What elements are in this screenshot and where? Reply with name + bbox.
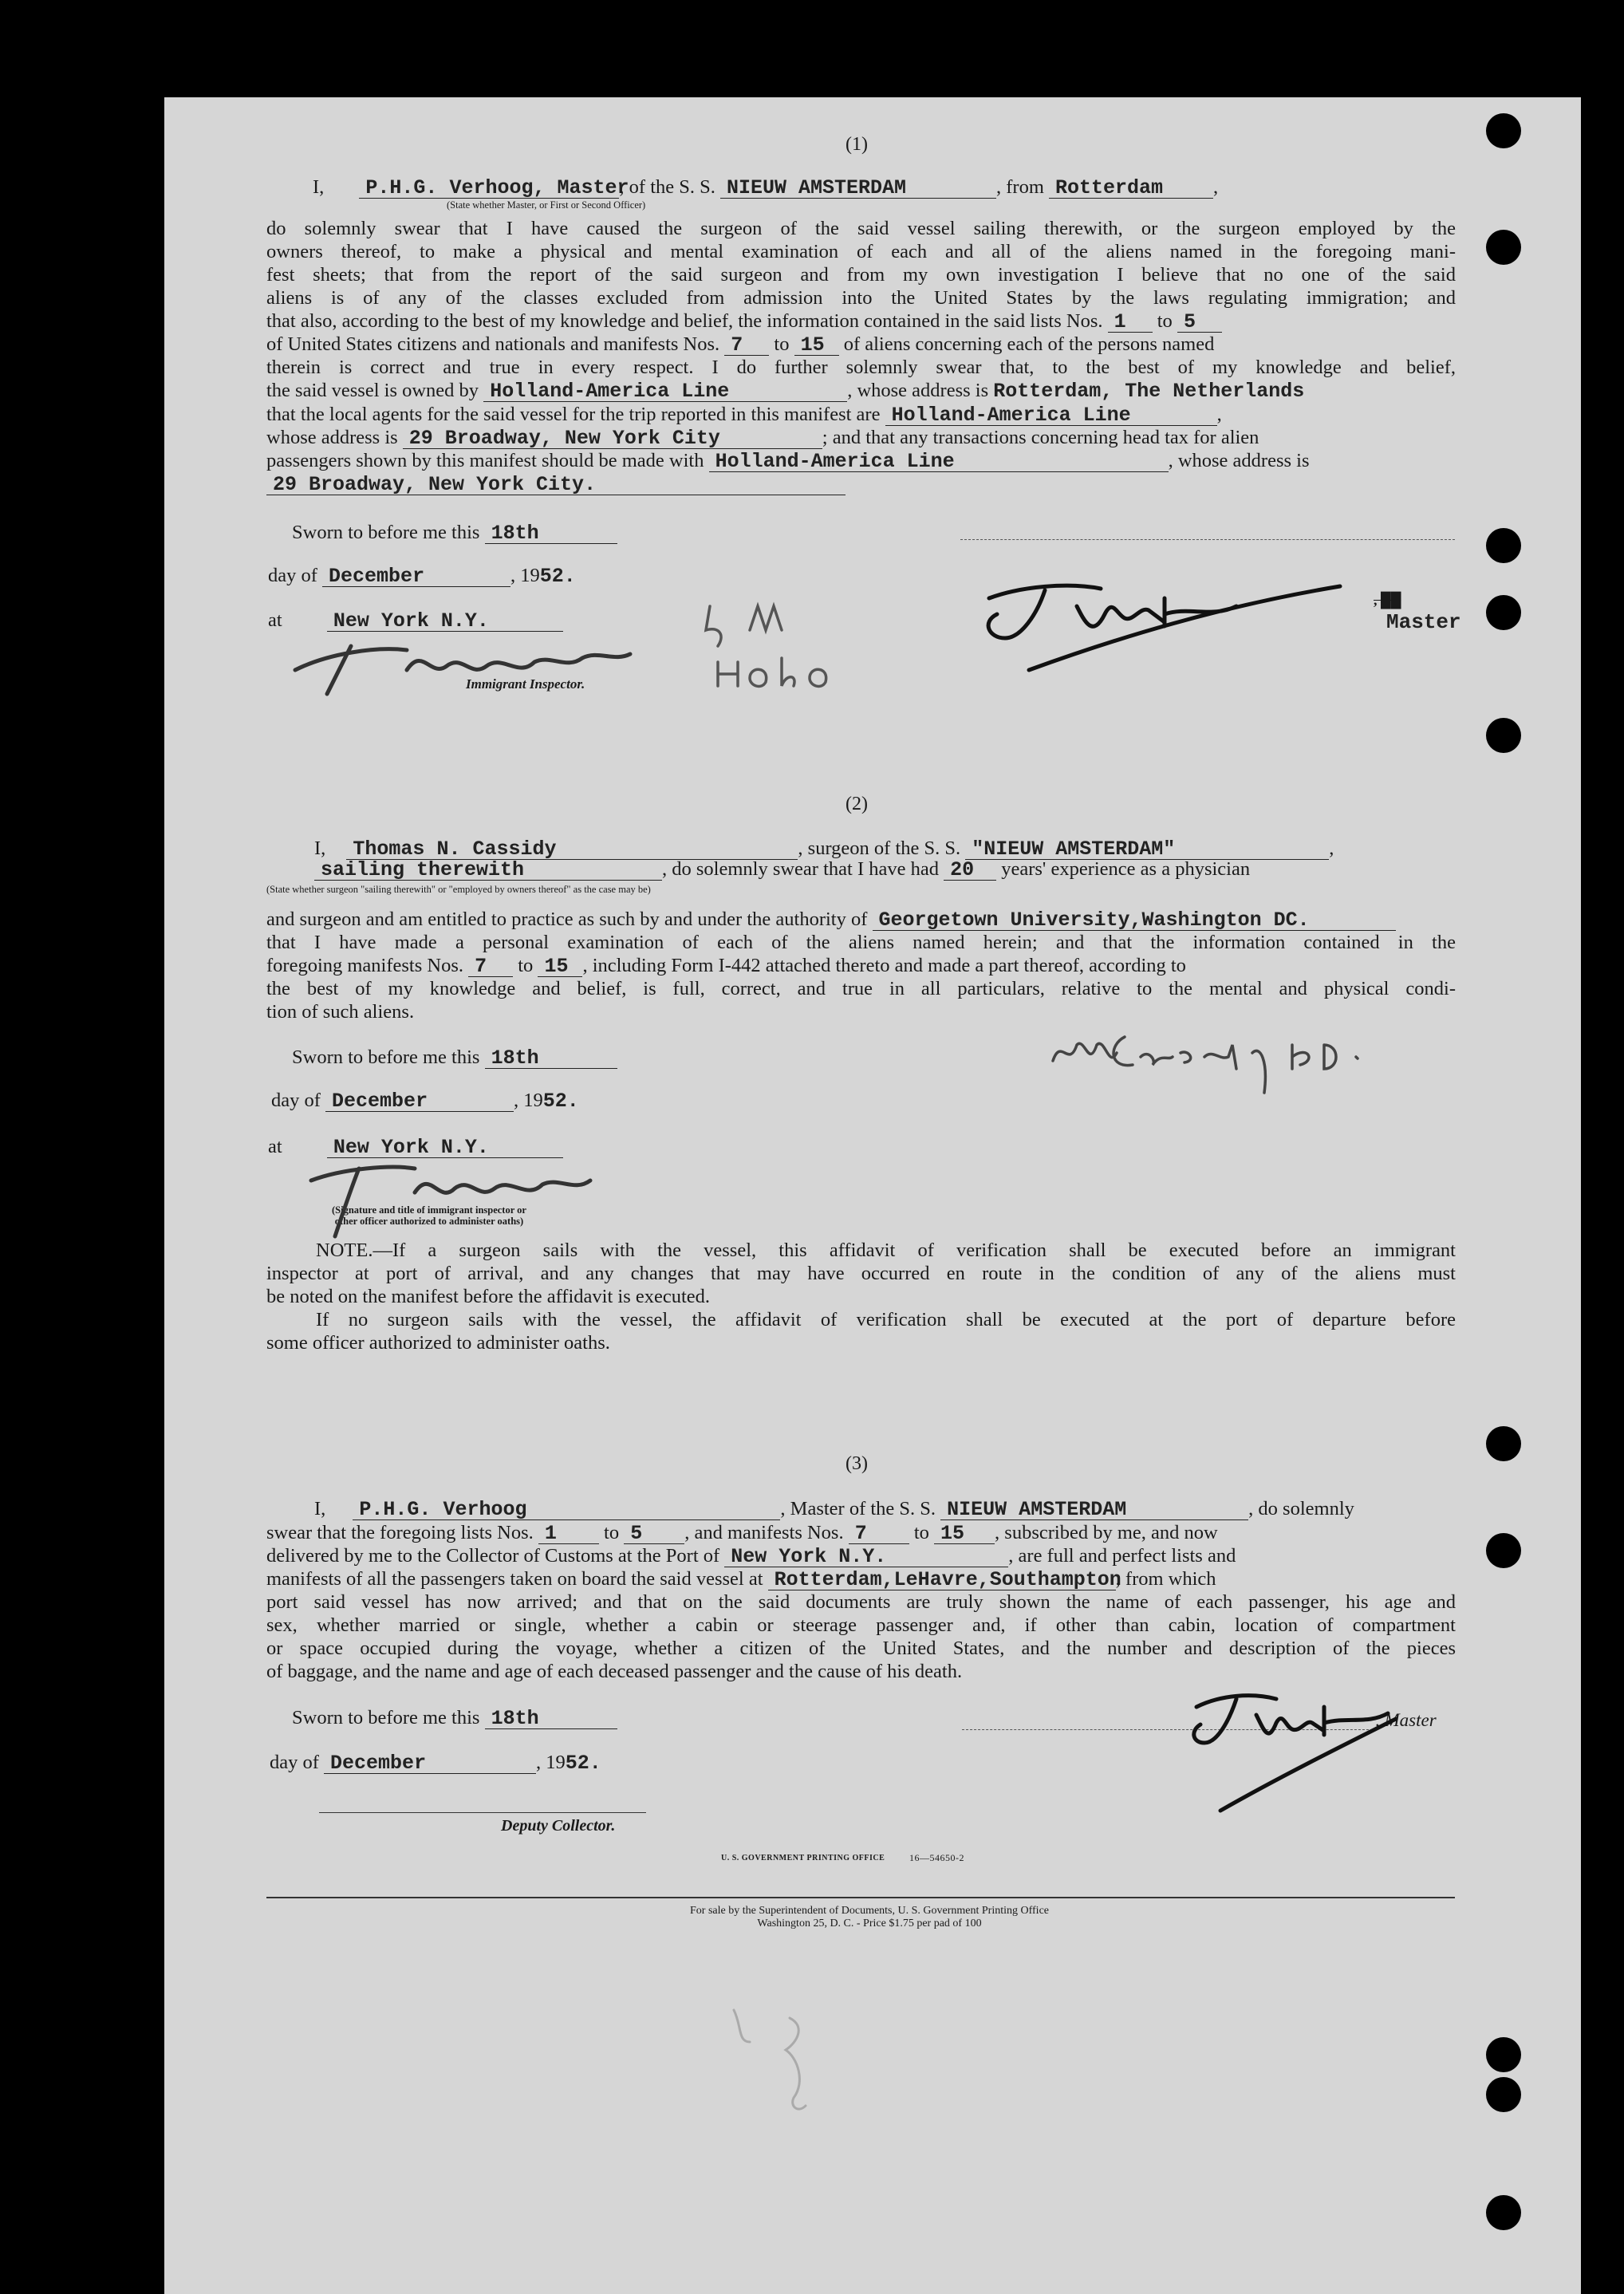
section-1-line-1: I, P.H.G. Verhoog, Master, of the S. S. NIEUW AMSTERDAM , from Rotterdam , bbox=[313, 176, 1219, 199]
master-signature bbox=[957, 550, 1404, 686]
inspector-signature bbox=[279, 622, 654, 702]
section-1-heading: (1) bbox=[846, 134, 868, 155]
section-3-date: day of December , 1952. bbox=[270, 1752, 601, 1775]
surgeon-name-field: Thomas N. Cassidy bbox=[346, 840, 798, 860]
section-2-inspector-signature bbox=[295, 1149, 630, 1244]
section-2-sworn: Sworn to before me this 18th bbox=[292, 1046, 617, 1069]
section-3-sworn: Sworn to before me this 18th bbox=[292, 1707, 617, 1729]
section-3-body: swear that the foregoing lists Nos. 1 to 5 , and manifests Nos. 7 to 15 , subscribed by me, and now delivered by me to the Collector of Customs at the Port of New York N.Y. , are full and perfect lists and manifests of all the passengers taken on board the said vessel at Rotterdam,LeHavre,Southampton, from which port said vessel has now arrived; and that on the said documents are truly shown the name of each passenger, his age and sex, whether married or single, whether a cabin or steerage passenger and, if other than cabin, location of compartment or space occupied during the voyage, whether a citizen of the United States, and the number and description of the pieces of baggage, and the name and age of each deceased passenger and the cause of his death. bbox=[266, 1522, 1456, 1682]
section-1-body: do solemnly swear that I have caused the surgeon of the said vessel sailing therewith, or the surgeon employed by the owners thereof, to make a physical and mental examination of each and all of the aliens named in the foregoing mani- fest sheets; that from the report of the said surgeon and from my own investigation I believe that no one of the said aliens is of any of the classes excluded from admission into the United States by the laws regulating immigration; and that also, according to the best of my knowledge and belief, the information contained in the said lists Nos. 1 to 5 of United States citizens and nationals and manifests Nos. 7 to 15 of aliens concerning each of the persons named therein is correct and true in every respect. I do further solemnly swear that, to the best of my knowledge and belief, the said vessel is owned by Holland-America Line , whose address is Rotterdam, The Netherlands that the local agents for the said vessel for the trip reported in this manifest are Holland-America Line , whose address is 29 Broadway, New York City ; and that any transactions concerning head tax for alien passengers shown by this manifest should be made with Holland-America Line , whose address is 29 Broadway, New York City. bbox=[266, 218, 1456, 496]
punch-hole bbox=[1486, 2077, 1521, 2112]
section-1-place: at New York N.Y. bbox=[268, 609, 563, 632]
section-2-line-1: I, Thomas N. Cassidy , surgeon of the S. S. "NIEUW AMSTERDAM" , bbox=[314, 838, 1334, 861]
section-3-master-label: , Master bbox=[1375, 1710, 1437, 1730]
signature-label: (Signature and title of immigrant inspector or other officer authorized to administer oaths) bbox=[332, 1204, 526, 1227]
port-from-field: Rotterdam bbox=[1049, 179, 1213, 199]
section-2-note: NOTE.—If a surgeon sails with the vessel, this affidavit of verification shall be executed before an immigrant inspector at port of arrival, and any changes that may have occurred en route in the condition of any of the aliens must be noted on the manifest before the affidavit is executed. If no surgeon sails with the vessel, the affidavit of verification shall be executed at the port of departure before some officer authorized to administer oaths. bbox=[266, 1240, 1456, 1354]
section-2-heading: (2) bbox=[846, 794, 868, 814]
section-3-vessel-field: NIEUW AMSTERDAM bbox=[940, 1500, 1248, 1520]
punch-hole bbox=[1486, 528, 1521, 563]
surgeon-signature bbox=[1037, 1013, 1484, 1101]
vessel-field: NIEUW AMSTERDAM bbox=[720, 179, 996, 199]
punch-hole bbox=[1486, 595, 1521, 630]
punch-hole bbox=[1486, 2195, 1521, 2230]
section-2-place: at New York N.Y. bbox=[268, 1136, 563, 1158]
section-2-vessel-field: "NIEUW AMSTERDAM" bbox=[965, 840, 1329, 860]
section-2-line-2: sailing therewith , do solemnly swear that I have had 20 years' experience as a physician bbox=[314, 858, 1250, 881]
master-label: Master bbox=[1386, 610, 1461, 634]
section-1-date: day of December , 1952. bbox=[268, 565, 576, 588]
deputy-collector-line bbox=[319, 1812, 646, 1813]
footer-rule bbox=[266, 1897, 1455, 1898]
punch-hole bbox=[1486, 113, 1521, 148]
print-office-label: U. S. GOVERNMENT PRINTING OFFICE bbox=[721, 1854, 885, 1862]
punch-hole bbox=[1486, 2037, 1521, 2072]
deputy-collector-label: Deputy Collector. bbox=[501, 1817, 616, 1835]
footer-text: For sale by the Superintendent of Documents, U. S. Government Printing Office Washington 25, D. C. - Price $1.75 per pad of 100 bbox=[690, 1905, 1049, 1929]
master-signature-strike: , ██ bbox=[1374, 592, 1401, 608]
punch-hole bbox=[1486, 718, 1521, 753]
section-3-line-1: I, P.H.G. Verhoog , Master of the S. S. NIEUW AMSTERDAM , do solemnly bbox=[314, 1498, 1354, 1521]
capacity-note: (State whether surgeon "sailing therewith" or "employed by owners thereof" as the case may be) bbox=[266, 884, 651, 895]
surgeon-capacity-field: sailing therewith bbox=[314, 861, 662, 881]
punch-hole bbox=[1486, 1426, 1521, 1461]
master-signature-line bbox=[960, 539, 1455, 540]
form-code: 16—54650-2 bbox=[909, 1852, 964, 1863]
section-3-heading: (3) bbox=[846, 1453, 868, 1474]
punch-hole bbox=[1486, 1533, 1521, 1568]
section-2-body: and surgeon and am entitled to practice as such by and under the authority of Georgetown University,Washington DC. that I have made a personal examination of each of the aliens named herein; and that the information contained in the foregoing manifests Nos. 7 to 15 , including Form I-442 attached thereto and made a part thereof, according to the best of my knowledge and belief, is full, correct, and true in all particulars, relative to the mental and physical condi- tion of such aliens. bbox=[266, 909, 1456, 1023]
section-3-master-signature bbox=[1181, 1675, 1420, 1827]
immigrant-inspector-label: Immigrant Inspector. bbox=[466, 676, 585, 692]
master-note: (State whether Master, or First or Second Officer) bbox=[447, 199, 646, 211]
punch-hole bbox=[1486, 230, 1521, 265]
master-name-field: P.H.G. Verhoog, Master bbox=[359, 179, 619, 199]
section-3-master-field: P.H.G. Verhoog bbox=[353, 1500, 780, 1520]
section-2-date: day of December , 1952. bbox=[271, 1090, 579, 1113]
handwritten-note bbox=[694, 590, 869, 694]
faint-pencil-mark bbox=[718, 1994, 877, 2122]
section-1-sworn: Sworn to before me this 18th bbox=[292, 522, 617, 544]
